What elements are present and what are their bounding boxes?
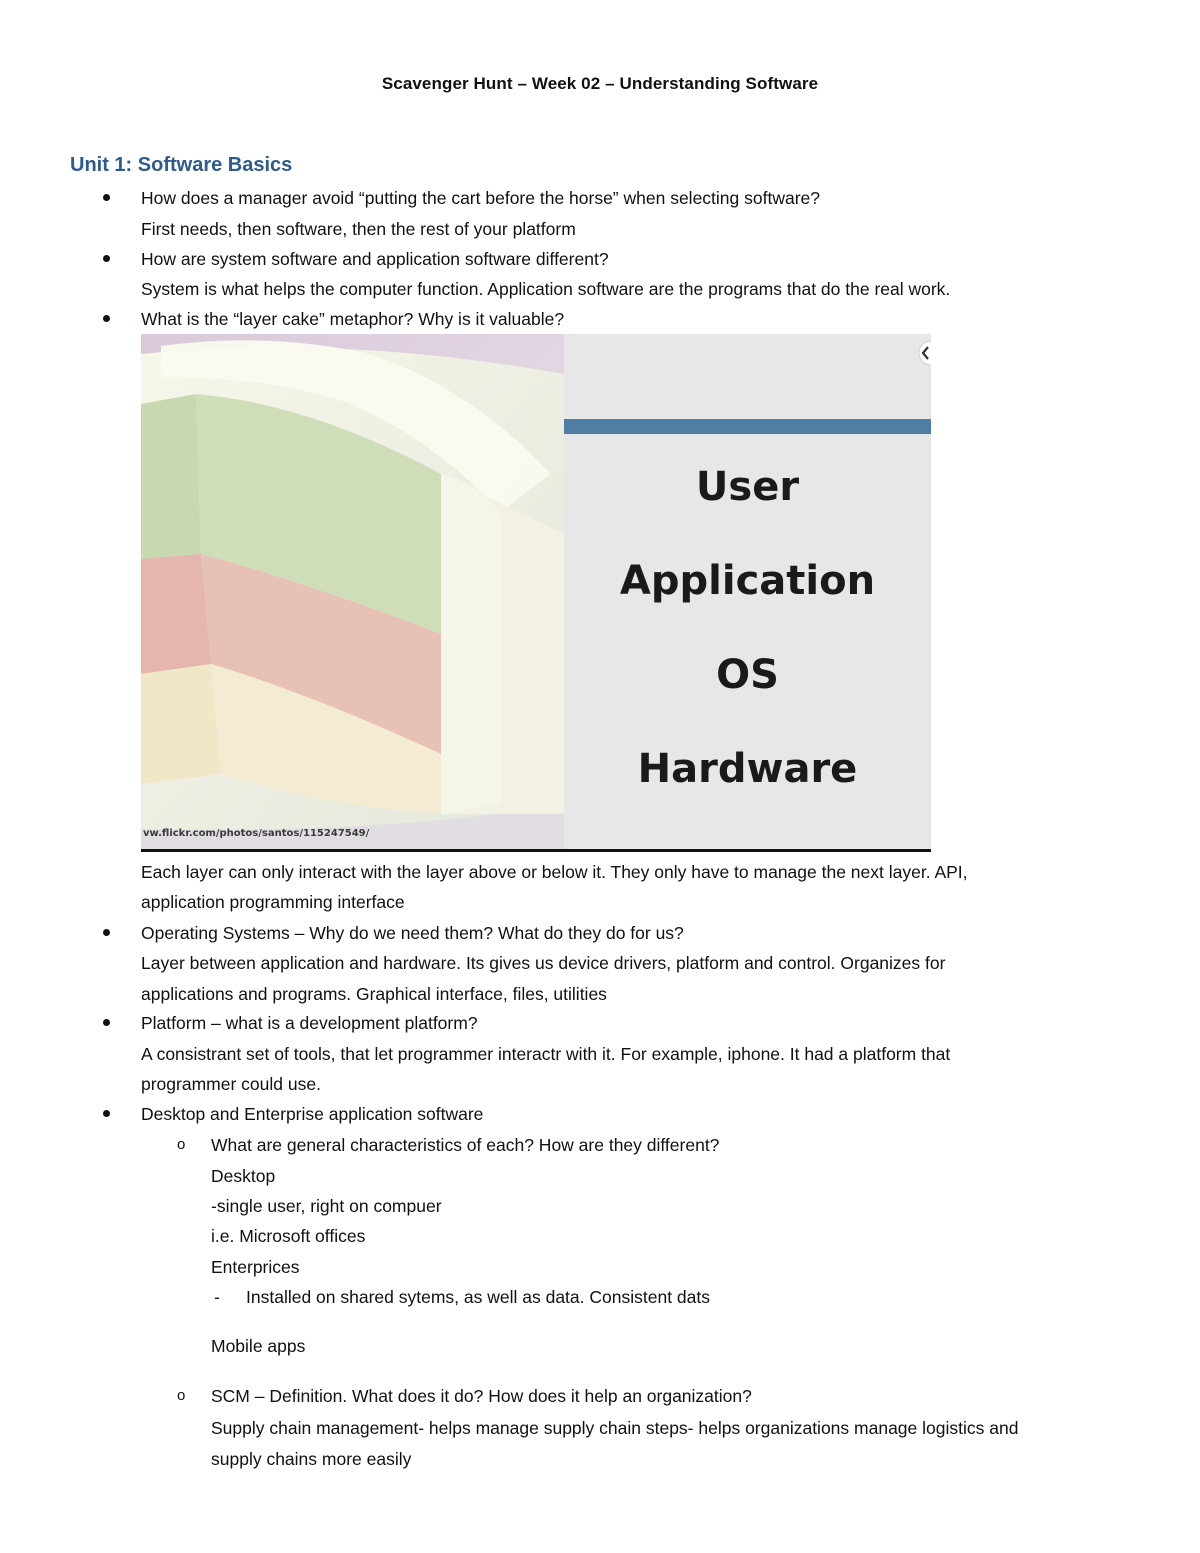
answer-4-line-2: applications and programs. Graphical interface, files, utilities: [141, 984, 607, 1004]
subanswer-1-line-1: Desktop: [211, 1166, 276, 1186]
question-2: How are system software and application software different?: [141, 249, 609, 269]
subquestion-2: SCM – Definition. What does it do? How does it help an organization?: [211, 1386, 752, 1406]
subanswer-2-line-2: supply chains more easily: [211, 1449, 412, 1469]
bullet-icon: [103, 1019, 110, 1026]
circle-bullet-icon: o: [177, 1387, 186, 1404]
layer-cake-figure: [141, 334, 931, 849]
question-4: Operating Systems – Why do we need them? What do they do for us?: [141, 923, 684, 943]
subanswer-1-line-3: i.e. Microsoft offices: [211, 1226, 366, 1246]
question-1: How does a manager avoid “putting the cart before the horse” when selecting software?: [141, 188, 820, 208]
subanswer-2-line-1: Supply chain management- helps manage supply chain steps- helps organizations manage logistics and: [211, 1418, 1019, 1438]
subanswer-1-line-4: Enterprices: [211, 1257, 300, 1277]
cake-photo: [141, 334, 564, 849]
bullet-icon: [103, 315, 110, 322]
bullet-icon: [103, 929, 110, 936]
bullet-icon: [103, 194, 110, 201]
cake-illustration: [141, 334, 564, 849]
question-3: What is the “layer cake” metaphor? Why is it valuable?: [141, 309, 565, 329]
figure-underline: [141, 849, 931, 852]
question-5: Platform – what is a development platform?: [141, 1013, 478, 1033]
subanswer-1-dash-item: Installed on shared sytems, as well as data. Consistent dats: [246, 1287, 710, 1307]
accent-bar: [564, 419, 931, 434]
answer-5-line-1: A consistrant set of tools, that let programmer interactr with it. For example, iphone. It had a platform that: [141, 1044, 951, 1064]
layer-os: OS: [716, 652, 779, 698]
answer-3-line-2: application programming interface: [141, 892, 405, 912]
subquestion-1: What are general characteristics of each? How are they different?: [211, 1135, 720, 1155]
chevron-left-icon: [917, 340, 931, 366]
subanswer-1-extra: Mobile apps: [211, 1336, 306, 1356]
answer-5-line-2: programmer could use.: [141, 1074, 321, 1094]
layer-diagram: [564, 334, 931, 849]
circle-bullet-icon: o: [177, 1136, 186, 1153]
question-6: Desktop and Enterprise application software: [141, 1104, 484, 1124]
dash-bullet: -: [214, 1287, 220, 1307]
layer-application: Application: [619, 558, 876, 604]
answer-1: First needs, then software, then the rest of your platform: [141, 219, 576, 239]
photo-credit: vw.flickr.com/photos/santos/115247549/: [143, 828, 370, 839]
document-title: Scavenger Hunt – Week 02 – Understanding Software: [381, 74, 819, 93]
layer-user: User: [695, 464, 800, 510]
unit-heading: Unit 1: Software Basics: [70, 154, 293, 176]
answer-4-line-1: Layer between application and hardware. Its gives us device drivers, platform and control. Organizes for: [141, 953, 946, 973]
bullet-icon: [103, 255, 110, 262]
answer-2: System is what helps the computer function. Application software are the programs that do the real work.: [141, 279, 951, 299]
answer-3-line-1: Each layer can only interact with the layer above or below it. They only have to manage the next layer. API,: [141, 862, 968, 882]
layer-hardware: Hardware: [637, 746, 858, 792]
bullet-icon: [103, 1110, 110, 1117]
subanswer-1-line-2: -single user, right on compuer: [211, 1196, 442, 1216]
